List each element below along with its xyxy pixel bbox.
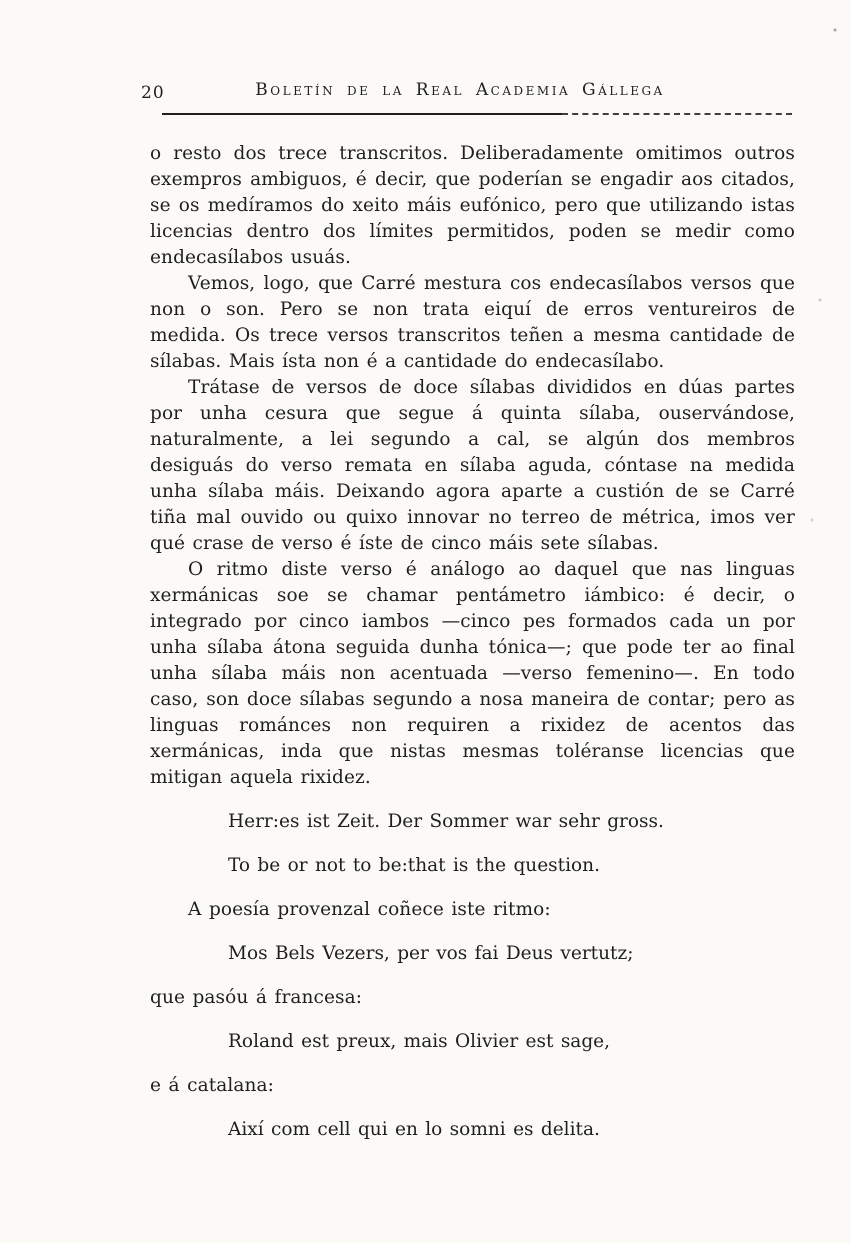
lead-in-line: e á catalana: <box>150 1075 275 1096</box>
verse-quote-french: Roland est preux, mais Olivier est sage, <box>228 1031 611 1052</box>
header-rule-dashed-segment <box>562 113 792 115</box>
page-body <box>150 141 795 1143</box>
paragraph: A poesía provenzal coñece iste ritmo: <box>188 899 551 920</box>
verse-quote-german: Herr:es ist Zeit. Der Sommer war sehr gross. <box>228 811 664 832</box>
verse-quote-catalan: Així com cell qui en lo somni es delita. <box>228 1119 600 1140</box>
paragraph-continuation: o resto dos trece transcritos. Deliberadamente omitimos outros exempros ambiguos, é decir, que poderían se engadir aos citados, se os medíramos do xeito máis eufónico, pero que utilizando istas licencias dentro dos límites permitidos, poden se medir como endecasílabos usuás. <box>150 143 795 268</box>
header-rule <box>162 113 796 116</box>
verse-quote-provenzal: Mos Bels Vezers, per vos fai Deus vertutz; <box>228 943 634 964</box>
paragraph: Vemos, logo, que Carré mestura cos endecasílabos versos que non o son. Pero se non trata eiquí de erros ventureiros de medida. Os trece versos transcritos teñen a mesma cantidade de sílabas. Mais ísta non é a cantidade do endecasílabo. <box>150 273 795 372</box>
paragraph: O ritmo diste verso é análogo ao daquel que nas linguas xermánicas soe se chamar pentámetro iámbico: é decir, o integrado por cinco iambos —cinco pes formados cada un por unha sílaba átona seguida dunha tónica—; que pode ter ao final unha sílaba máis non acentuada —verso femenino—. En todo caso, son doce sílabas segundo a nosa maneira de contar; pero as linguas románces non requiren a rixidez de acentos das xermánicas, inda que nistas mesmas toléranse licencias que mitigan aquela rixidez. <box>150 559 795 788</box>
page-number: 20 <box>141 83 165 103</box>
verse-quote-english: To be or not to be:that is the question. <box>228 855 600 876</box>
journal-title: Boletín de la Real Academia Gállega <box>255 80 665 100</box>
header-rule-solid-segment <box>162 113 562 115</box>
paragraph: Trátase de versos de doce sílabas divididos en dúas partes por unha cesura que segue á quinta sílaba, ouservándose, naturalmente, a lei segundo a cal, se algún dos membros desiguás do verso remata en sílaba aguda, cóntase na medida unha sílaba máis. Deixando agora aparte a custión de se Carré tiña mal ouvido ou quixo innovar no terreo de métrica, imos ver qué crase de verso é íste de cinco máis sete sílabas. <box>150 377 795 554</box>
lead-in-line: que pasóu á francesa: <box>150 987 363 1008</box>
